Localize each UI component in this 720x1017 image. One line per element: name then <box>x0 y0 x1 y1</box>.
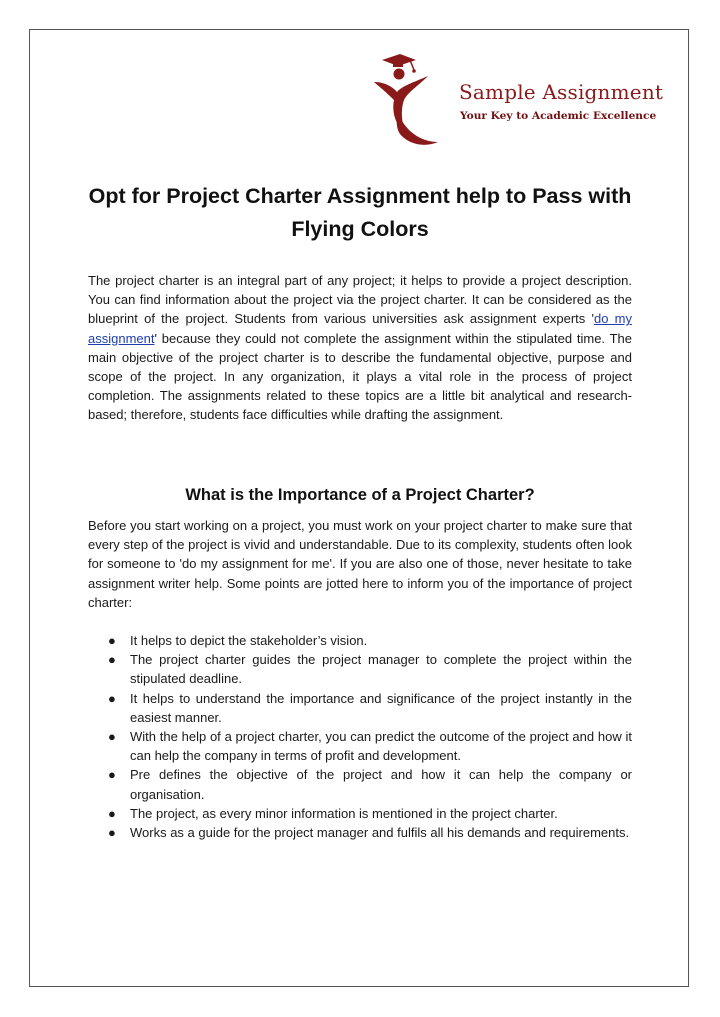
list-item-text: Pre defines the objective of the project and how it can help the company or organisation. <box>130 767 632 802</box>
bullet-icon: ● <box>108 652 116 668</box>
bullet-icon: ● <box>108 729 116 745</box>
list-item-text: Works as a guide for the project manager and fulfils all his demands and requirements. <box>130 825 630 841</box>
list-item-text: The project, as every minor information is mentioned in the project charter. <box>130 805 558 821</box>
bullet-icon: ● <box>108 825 116 841</box>
list-item <box>108 823 632 842</box>
sample-assignment-logo[interactable] <box>364 50 664 162</box>
intro-paragraph <box>88 271 632 425</box>
do-my-assignment-link[interactable]: do my assignment <box>88 311 632 346</box>
section-paragraph: Before you start working on a project, you must work on your project charter to make sure that every step of the project is vivid and understandable. Due to its complexity, students often look for someone to 'do my assignment for me'. If you are also one of those, never hesitate to take assignment writer help. Some points are jotted here to inform you of the importance of project charter: <box>88 518 632 610</box>
list-item <box>108 689 632 727</box>
section-heading: What is the Importance of a Project Charter? <box>185 486 535 504</box>
brand-tagline: Your Key to Academic Excellence <box>460 110 657 122</box>
bullet-icon: ● <box>108 805 116 821</box>
intro-text-after-link: ' because they could not complete the assignment within the stipulated time. The main objective of the project charter is to describe the fundamental objective, purpose and scope of the project. In any organization, it plays a vital role in the process of project completion. The assignments related to these topics are a little bit analytical and research-based; therefore, students face difficulties while drafting the assignment. <box>88 330 632 423</box>
importance-list <box>108 631 632 842</box>
list-item <box>108 804 632 823</box>
bullet-icon: ● <box>108 767 116 783</box>
page-border <box>29 29 689 987</box>
list-item-text: The project charter guides the project manager to complete the project within the stipulated deadline. <box>130 652 632 687</box>
list-item <box>108 650 632 688</box>
bullet-icon: ● <box>108 690 116 706</box>
bullet-icon: ● <box>108 633 116 648</box>
list-item <box>108 727 632 765</box>
page-title: Opt for Project Charter Assignment help to Pass with Flying Colors <box>88 184 632 241</box>
intro-text-before-link: The project charter is an integral part of any project; it helps to provide a project description. You can find information about the project via the project charter. It can be considered as the blueprint of the project. Students from various universities ask assignment experts ' <box>88 273 632 327</box>
list-item-text: With the help of a project charter, you can predict the outcome of the project and how it can help the company in terms of profit and development. <box>130 729 632 764</box>
list-item-text: It helps to depict the stakeholder’s vision. <box>130 633 368 648</box>
list-item <box>108 631 632 650</box>
graduate-figure-icon <box>364 50 459 162</box>
brand-name: Sample Assignment <box>459 80 664 104</box>
list-item <box>108 765 632 803</box>
list-item-text: It helps to understand the importance and significance of the project instantly in the easiest manner. <box>130 690 632 725</box>
